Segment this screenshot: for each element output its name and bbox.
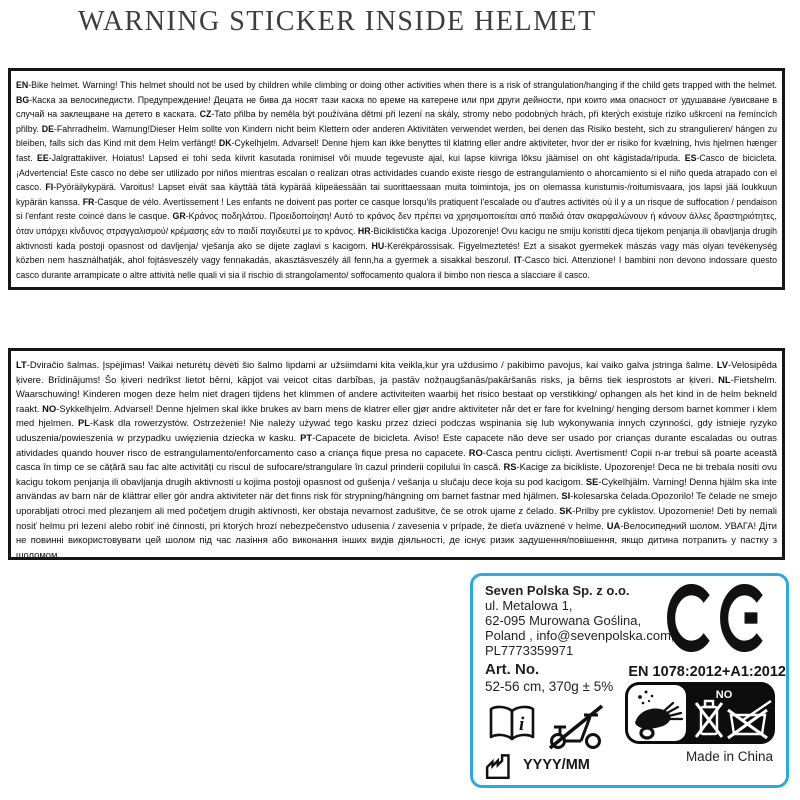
art-no-value: 52-56 cm, 370g ± 5%	[485, 679, 614, 694]
multilingual-warning-box-1: EN-Bike helmet. Warning! This helmet should not be used by children while climbing or doing other activities when there is a risk of strangulation/hanging if the child gets trapped with the helmet. BG-Каска за велосипедисти. Предупреждение! Децата не бива да носят тази каска по време на катерене или при други дейности, при които има опасност от удушаване /увисване в случай на заклещване на детето в каската. CZ-Tato přilba by neměla být používána dětmi při lezení na skály, stromy nebo podobných hrách, při kterých existuje riziko uškrcení na řemíncích přilby. DE-Fahrradhelm. Warnung!Dieser Helm sollte von Kindern nicht beim Klettern oder anderen Aktivitäten verwendet werden, bei denen das Risiko besteht, sich zu strangulieren/ hängen zu bleiben, falls sich das Kind mit dem Helm verfängt! DK-Cykelhjelm. Advarsel! Denne hjem kan ikke benyttes til klatring eller andre aktiviteter, hvor der er risiko for kvælning, hvis hjelmen hænger fast. EE-Jalgrattakiiver. Hoiatus! Lapsed ei tohi seda kiivrit kasutada ronimisel või muude tegevuste ajal, kui lapse kiivriga lõksu jäämisel on oht kägistada/ripuda. ES-Casco de bicicleta. ¡Advertencia! Este casco no debe ser utilizado por niños mientras escalan o realizan otras actividades cuando existe riesgo de estrangulamiento o ahorcamiento si el niño queda atrapado con el casco. FI-Pyöräilykypärä. Varoitus! Lapset eivät saa käyttää tätä kypärää kiipeäessään tai suorittaessaan muita toimintoja, jos on olemassa kuristumis-/roitumisvaara, jos lapsi jää loukkuun kypärän kanssa. FR-Casque de vélo. Avertissement ! Les enfants ne doivent pas porter ce casque lorsqu'ils pratiquent l'escalade ou d'autres activités où il y a un risque de suffocation / pendaison si l'enfant reste coincé dans le casque. GR-Κράνος ποδηλάτου. Προειδοποίηση! Αυτό το κράνος δεν πρέπει να χρησιμοποιείται από παιδιά όταν σκαρφαλώνουν ή κάνουν άλλες δραστηριότητες, όταν υπάρχει κίνδυνος στραγγαλισμού/ κρέμασης εάν το παιδί παγιδευτεί με το κράνος. HR-Biciklistička kaciga .Upozorenje! Ovu kacigu ne smiju koristiti djeca tijekom penjanja ili obavljanja drugih aktivnosti kada postoji opasnost od davljenja/ vješanja ako se dijete zaglavi s kacigom. HU-Kerékpárossisak. Figyelmeztetés! Ezt a sisakot gyermekek mászás vagy más olyan tevékenység közben nem használhatják, ahol fojtásveszély vagy fennakadás, akasztásveszély áll fenn,ha a gyermek a sisakkal beszorul. IT-Casco bici. Attenzione! I bambini non devono indossare questo casco durante arrampicate o altre attività nelle quali vi sia il rischio di strangolamento/ soffocamento qualora il bimbo non riesca a slacciare il casco.	[8, 68, 785, 290]
manufacturer-address: ul. Metalowa 1, 62-095 Murowana Goślina, Poland , info@sevenpolska.com, PL7773359971	[485, 598, 675, 658]
art-no-label: Art. No.	[485, 661, 540, 678]
care-no-label: NO	[715, 689, 733, 701]
read-instructions-book-icon	[487, 703, 537, 747]
page-title: WARNING STICKER INSIDE HELMET	[78, 6, 597, 37]
standard-number: EN 1078:2012+A1:2012	[628, 664, 786, 680]
no-scooter-icon	[545, 700, 607, 752]
svg-text:i: i	[519, 714, 525, 735]
manufacturer-block	[485, 583, 675, 658]
care-instructions-pictogram	[625, 682, 775, 744]
manufacture-date-factory-icon	[485, 751, 517, 779]
product-label-box	[470, 573, 789, 788]
manufacture-date-code: YYYY/MM	[523, 757, 590, 773]
made-in-text: Made in China	[685, 749, 773, 764]
manufacturer-name: Seven Polska Sp. z o.o.	[485, 583, 630, 598]
multilingual-warning-box-2: LT-Dviračio šalmas. Įspėjimas! Vaikai neturėtų dėvėti šio šalmo lipdami ar užsiimdami kita veikla,kur yra uždusimo / pakibimo pavojus, kai vaiko galva įstringa šalme. LV-Velosipēda ķivere. Brīdinājums! Šo ķiveri nedrīkst lietot bērni, kāpjot vai veicot citas darbības, ja pastāv nožņaugšanās/pakāršanās risks, ja bērns tiek iesprostots ar ķiveri. NL-Fietshelm. Waarschuwing! Kinderen mogen deze helm niet dragen tijdens het klimmen of andere activiteiten waarbij het risico bestaat op verstikking/ ophangen als het kind in de helm bekneld raakt. NO-Sykkelhjelm. Advarsel! Denne hjelmen skal ikke brukes av barn mens de klatrer eller gjør andre aktiviteter når det er fare for kvelning/ henging dersom barnet kommer i klem med hjelmen. PL-Kask dla rowerzystów. Ostrzeżenie! Nie należy używać tego kasku przez dzieci podczas wspinania się lub wykonywania innych czynności, gdy istnieje ryzyko uduszenia/powieszenia w przypadku uwięzienia dziecka w kasku. PT-Capacete de bicicleta. Aviso! Este capacete não deve ser usado por crianças durante escaladas ou outras atividades quando houver risco de estrangulamento/enforcamento caso a criança fique presa no capacete. RO-Casca pentru cicliști. Avertisment! Copii n-ar trebui să poarte această casca în timp ce se cățără sau fac alte activități cu riscul de sufocare/strangulare în cazul prinderii copilului în cască. RS-Kacige za bicikliste. Upozorenje! Deca ne bi trebala nositi ovu kacigu tokom penjanja ili obavljanja drugih aktivnosti u kojima postoji opasnost od gušenja / vešanja u slučaju dece koja su pod kacigom. SE-Cykelhjälm. Varning! Denna hjälm ska inte användas av barn när de klättrar eller gör andra aktiviteter när det finns risk för strypning/hängning om barnet fastnar med hjälmen. SI-kolesarska čelada.Opozorilo! Te čelade ne smejo uporabljati otroci med plezanjem ali med početjem drugih aktivnosti, ker obstaja nevarnost zadušitve, če se otrok ujame z čelado. SK-Prilby pre cyklistov. Upozornenie! Deti by nemali nosiť helmu pri lezení alebo robiť iné činnosti, pri ktorých hrozí nebezpečenstvo udusenia / zavesenia v prípade, že dieťa uväznené v helme. UA-Велосипедний шолом. УВАГА! Діти не повинні використовувати цей шолом під час лазіння або виконання інших видів діяльності, де існує ризик задушення/повішення, якщо дитина потрапить у пастку з шоломом.	[8, 348, 785, 560]
ce-mark-icon	[667, 584, 769, 652]
